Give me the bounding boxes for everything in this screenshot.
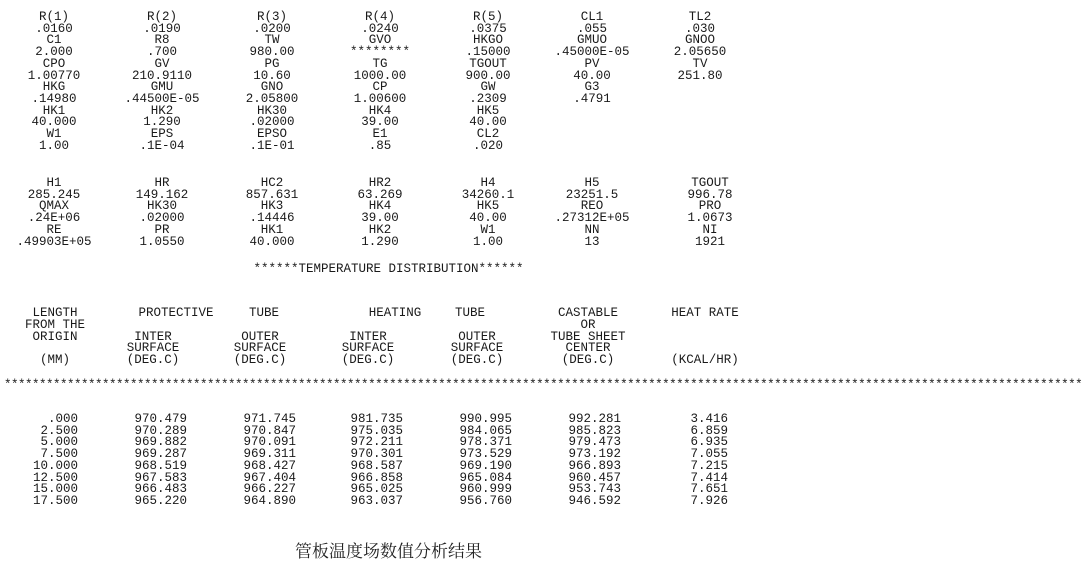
param-cell: R(5)	[472, 10, 503, 24]
param-cell: 149.162	[135, 187, 189, 202]
table-cell: 968.587	[350, 458, 403, 473]
param-cell: .02000	[249, 115, 295, 130]
param-cell: .1E-04	[139, 138, 185, 153]
table-cell: 965.220	[134, 493, 187, 508]
table-cell: 10.000	[32, 458, 78, 473]
param-cell: CL1	[580, 10, 604, 24]
param-cell: C1	[46, 33, 62, 48]
param-cell: QMAX	[38, 199, 69, 214]
param-cell: REO	[580, 199, 604, 214]
table-cell: 967.404	[243, 470, 296, 485]
param-cell: HK2	[150, 103, 174, 118]
param-cell: .030	[684, 21, 715, 36]
param-cell: R(1)	[38, 10, 69, 24]
table-header-label: SURFACE	[233, 341, 287, 356]
param-cell: RE	[46, 222, 62, 237]
table-cell: 3.416	[690, 412, 728, 426]
table-header-label: SURFACE	[341, 341, 395, 356]
param-cell: 1.00	[472, 234, 503, 249]
param-cell: HR	[154, 176, 170, 190]
table-header-label: HEATING	[368, 306, 422, 320]
param-cell: TW	[264, 33, 280, 48]
param-cell: ********	[349, 45, 410, 60]
table-cell: 7.651	[690, 482, 728, 497]
table-cell: 972.211	[350, 435, 403, 450]
table-header-label: INTER	[349, 329, 387, 344]
table-header-label: INTER	[134, 329, 172, 344]
param-cell: GV	[154, 56, 170, 71]
table-cell: 960.457	[568, 470, 621, 485]
table-header-label: OUTER	[458, 329, 496, 344]
table-header-label: CASTABLE	[557, 306, 618, 320]
param-cell: TGOUT	[469, 56, 507, 71]
param-cell: HK3	[260, 199, 284, 214]
table-cell: 970.479	[134, 412, 187, 426]
param-cell: 1.00600	[353, 91, 407, 106]
param-cell: 2.000	[35, 45, 73, 60]
param-cell: TG	[372, 56, 388, 71]
param-cell: HK4	[368, 103, 392, 118]
param-cell: E1	[372, 127, 388, 141]
table-header-label: (KCAL/HR)	[671, 353, 739, 368]
table-cell: 967.583	[134, 470, 187, 485]
table-cell: 968.427	[243, 458, 296, 473]
param-cell: 40.00	[469, 115, 507, 130]
param-cell: 996.78	[687, 187, 733, 202]
table-cell: 975.035	[350, 423, 403, 438]
param-cell: .85	[368, 138, 392, 153]
param-cell: R8	[154, 33, 170, 48]
parameter-block-2	[0, 0, 777, 249]
table-cell: 970.847	[243, 423, 296, 438]
table-cell: 5.000	[40, 435, 78, 450]
table-cell: 2.500	[40, 423, 78, 438]
table-cell: 953.743	[568, 482, 621, 497]
param-cell: 1.00	[38, 138, 69, 153]
param-cell: .055	[576, 21, 607, 36]
param-cell: .0160	[35, 21, 73, 36]
table-cell: 960.999	[459, 482, 512, 497]
param-cell: HC2	[260, 176, 284, 190]
table-header-label: TUBE SHEET	[550, 329, 626, 344]
param-cell: .2309	[469, 91, 507, 106]
param-cell: .44500E-05	[124, 91, 200, 106]
param-cell: TGOUT	[691, 176, 729, 190]
param-cell: HK1	[260, 222, 284, 237]
param-cell: 13	[584, 234, 600, 249]
param-cell: PRO	[698, 199, 722, 214]
param-cell: HKGO	[472, 33, 503, 48]
param-cell: 900.00	[465, 68, 511, 83]
table-header-label: (DEG.C)	[450, 353, 504, 368]
param-cell: 39.00	[361, 211, 399, 226]
table-cell: 7.500	[40, 447, 78, 462]
param-cell: 34260.1	[461, 187, 515, 202]
table-cell: 969.311	[243, 447, 296, 462]
param-cell: GVO	[368, 33, 392, 48]
param-cell: 1.00770	[27, 68, 81, 83]
table-cell: 6.859	[690, 423, 728, 438]
param-cell: .4791	[573, 91, 611, 106]
table-cell: 990.995	[459, 412, 512, 426]
param-cell: PG	[264, 56, 280, 71]
table-header-label: (DEG.C)	[341, 353, 395, 368]
param-cell: HK1	[42, 103, 66, 118]
table-cell: 971.745	[243, 412, 296, 426]
param-cell: .02000	[139, 211, 185, 226]
param-cell: H5	[584, 176, 600, 190]
param-cell: .15000	[465, 45, 511, 60]
table-cell: 7.926	[690, 493, 728, 508]
param-cell: .14446	[249, 211, 295, 226]
table-cell: 966.858	[350, 470, 403, 485]
param-cell: 980.00	[249, 45, 295, 60]
table-cell: 15.000	[32, 482, 78, 497]
param-cell: TV	[692, 56, 708, 71]
param-cell: 285.245	[27, 187, 81, 202]
param-cell: 39.00	[361, 115, 399, 130]
param-cell: .24E+06	[27, 211, 81, 226]
param-cell: H4	[480, 176, 496, 190]
table-header-label: TUBE	[454, 306, 485, 320]
param-cell: G3	[584, 80, 600, 95]
param-cell: PR	[154, 222, 170, 237]
param-cell: 63.269	[357, 187, 403, 202]
table-cell: 970.289	[134, 423, 187, 438]
param-cell: GMU	[150, 80, 174, 95]
table-cell: 981.735	[350, 412, 403, 426]
table-cell: 963.037	[350, 493, 403, 508]
param-cell: 40.000	[31, 115, 77, 130]
table-header-label: OUTER	[241, 329, 279, 344]
param-cell: EPS	[150, 127, 174, 141]
param-cell: PV	[584, 56, 600, 71]
figure-caption: 管板温度场数值分析结果	[295, 542, 482, 562]
table-header-label: HEAT RATE	[671, 306, 739, 320]
param-cell: 1.0673	[687, 211, 733, 226]
param-cell: .0240	[361, 21, 399, 36]
table-cell: 979.473	[568, 435, 621, 450]
param-cell: 40.00	[573, 68, 611, 83]
param-cell: 1.290	[143, 115, 181, 130]
table-cell: 966.227	[243, 482, 296, 497]
table-cell: 970.091	[243, 435, 296, 450]
param-cell: .1E-01	[249, 138, 295, 153]
param-cell: NN	[584, 222, 600, 237]
table-cell: 956.760	[459, 493, 512, 508]
param-cell: GMUO	[576, 33, 607, 48]
param-cell: NI	[702, 222, 718, 237]
table-cell: 7.055	[690, 447, 728, 462]
table-cell: 973.529	[459, 447, 512, 462]
table-header-label: OR	[580, 317, 596, 332]
table-cell: 969.190	[459, 458, 512, 473]
table-cell: 12.500	[32, 470, 78, 485]
param-cell: 857.631	[245, 187, 299, 202]
param-cell: 40.00	[469, 211, 507, 226]
table-cell: 7.414	[690, 470, 728, 485]
table-cell: 966.893	[568, 458, 621, 473]
param-cell: W1	[480, 222, 496, 237]
table-cell: 964.890	[243, 493, 296, 508]
param-cell: HK5	[476, 199, 500, 214]
table-cell: 984.065	[459, 423, 512, 438]
table-header-label: FROM THE	[24, 317, 85, 332]
param-cell: .27312E+05	[554, 211, 630, 226]
param-cell: HK5	[476, 103, 500, 118]
param-cell: 1000.00	[353, 68, 407, 83]
param-cell: GNOO	[684, 33, 715, 48]
param-cell: 1.290	[361, 234, 399, 249]
param-cell: GW	[480, 80, 496, 95]
table-cell: 969.882	[134, 435, 187, 450]
param-cell: .0200	[253, 21, 291, 36]
table-header-label: SURFACE	[126, 341, 180, 356]
section-title: ******TEMPERATURE DISTRIBUTION******	[253, 262, 524, 276]
param-cell: 40.000	[249, 234, 295, 249]
table-cell: 969.287	[134, 447, 187, 462]
param-cell: 251.80	[677, 68, 723, 83]
star-divider: **********************************************************************************************************************************************************	[4, 378, 1082, 392]
table-cell: 965.025	[350, 482, 403, 497]
param-cell: HR2	[368, 176, 392, 190]
table-cell: 946.592	[568, 493, 621, 508]
param-cell: HK30	[256, 103, 287, 118]
param-cell: HK30	[146, 199, 177, 214]
table-cell: 978.371	[459, 435, 512, 450]
table-header-label: SURFACE	[450, 341, 504, 356]
param-cell: CL2	[476, 127, 500, 141]
param-cell: CPO	[42, 56, 66, 71]
param-cell: R(4)	[364, 10, 395, 24]
param-cell: .0190	[143, 21, 181, 36]
table-cell: .000	[47, 412, 78, 426]
param-cell: 1921	[694, 234, 725, 249]
table-header-label: (DEG.C)	[561, 353, 615, 368]
param-cell: R(3)	[256, 10, 287, 24]
param-cell: 23251.5	[565, 187, 619, 202]
param-cell: .14980	[31, 91, 77, 106]
param-cell: HKG	[42, 80, 66, 95]
param-cell: .700	[146, 45, 177, 60]
table-cell: 973.192	[568, 447, 621, 462]
param-cell: .020	[472, 138, 503, 153]
table-cell: 965.084	[459, 470, 512, 485]
table-header-label: LENGTH	[32, 306, 78, 320]
table-cell: 6.935	[690, 435, 728, 450]
param-cell: GNO	[260, 80, 284, 95]
param-cell: R(2)	[146, 10, 177, 24]
table-header-label: PROTECTIVE	[138, 306, 214, 320]
param-cell: CP	[372, 80, 388, 95]
table-header-label: (DEG.C)	[233, 353, 287, 368]
table-cell: 985.823	[568, 423, 621, 438]
param-cell: HK4	[368, 199, 392, 214]
param-cell: 2.05650	[673, 45, 727, 60]
table-header-label: ORIGIN	[32, 329, 78, 344]
param-cell: HK2	[368, 222, 392, 237]
table-header-label: (MM)	[39, 353, 70, 368]
table-cell: 966.483	[134, 482, 187, 497]
table-cell: 968.519	[134, 458, 187, 473]
table-cell: 17.500	[32, 493, 78, 508]
table-header-label: TUBE	[248, 306, 279, 320]
param-cell: 1.0550	[139, 234, 185, 249]
param-cell: 210.9110	[131, 68, 192, 83]
param-cell: H1	[46, 176, 62, 190]
param-cell: .45000E-05	[554, 45, 630, 60]
param-cell: 10.60	[253, 68, 291, 83]
param-cell: EPSO	[256, 127, 287, 141]
table-header-label: CENTER	[565, 341, 611, 356]
param-cell: W1	[46, 127, 62, 141]
table-cell: 970.301	[350, 447, 403, 462]
table-cell: 992.281	[568, 412, 621, 426]
table-cell: 7.215	[690, 458, 728, 473]
param-cell: .49903E+05	[16, 234, 92, 249]
param-cell: TL2	[688, 10, 712, 24]
param-cell: .0375	[469, 21, 507, 36]
param-cell: 2.05800	[245, 91, 299, 106]
table-header-label: (DEG.C)	[126, 353, 180, 368]
